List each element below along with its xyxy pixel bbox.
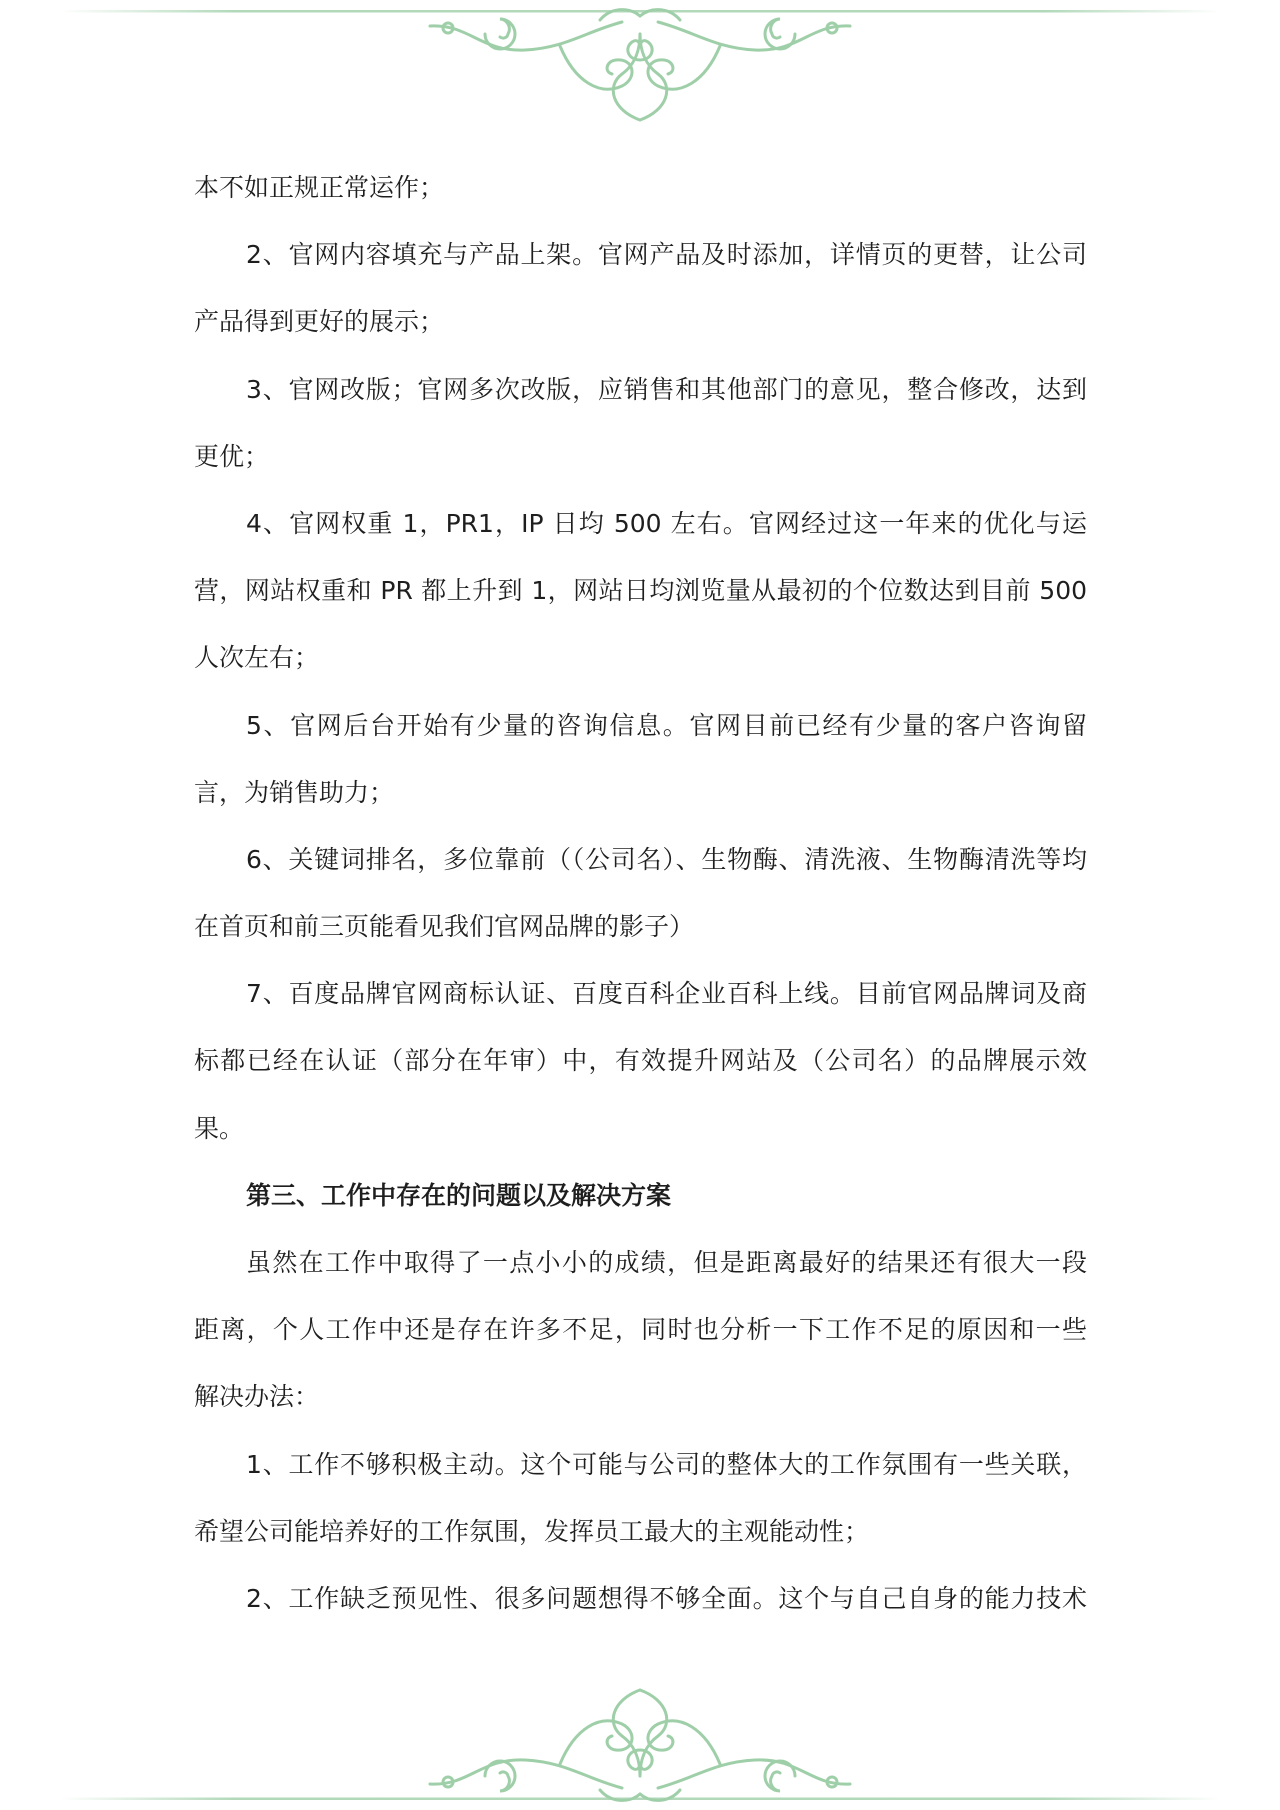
text-line: 2、官网内容填充与产品上架。官网产品及时添加，详情页的更替，让公司	[246, 240, 1087, 270]
text-line: 营，网站权重和 PR 都上升到 1，网站日均浏览量从最初的个位数达到目前 500	[194, 576, 1087, 606]
section-heading: 第三、工作中存在的问题以及解决方案	[246, 1180, 672, 1210]
text-line: 解决办法：	[194, 1382, 320, 1412]
document-body	[194, 154, 1087, 1632]
text-line: 本不如正规正常运作；	[194, 173, 445, 202]
text-line: 7、百度品牌官网商标认证、百度百科企业百科上线。目前官网品牌词及商	[246, 979, 1087, 1009]
text-line: 希望公司能培养好的工作氛围，发挥员工最大的主观能动性；	[194, 1516, 870, 1546]
text-line: 更优；	[194, 441, 270, 471]
ornament-bottom	[0, 1680, 1280, 1810]
text-line: 4、官网权重 1，PR1，IP 日均 500 左右。官网经过这一年来的优化与运	[246, 508, 1087, 538]
text-line: 5、官网后台开始有少量的咨询信息。官网目前已经有少量的客户咨询留	[246, 710, 1087, 740]
text-line: 人次左右；	[194, 643, 320, 673]
text-line: 距离，个人工作中还是存在许多不足，同时也分析一下工作不足的原因和一些	[194, 1315, 1087, 1345]
text-line: 3、官网改版；官网多次改版，应销售和其他部门的意见，整合修改，达到	[246, 374, 1087, 404]
text-line: 1、工作不够积极主动。这个可能与公司的整体大的工作氛围有一些关联，	[246, 1449, 1087, 1479]
text-line: 虽然在工作中取得了一点小小的成绩，但是距离最好的结果还有很大一段	[246, 1248, 1087, 1277]
text-line: 在首页和前三页能看见我们官网品牌的影子）	[194, 912, 695, 942]
text-line: 果。	[194, 1113, 245, 1143]
text-line: 标都已经在认证（部分在年审）中，有效提升网站及（公司名）的品牌展示效	[194, 1046, 1087, 1076]
text-line: 2、工作缺乏预见性、很多问题想得不够全面。这个与自己自身的能力技术	[246, 1583, 1087, 1613]
text-line: 6、关键词排名，多位靠前（（公司名）、生物酶、清洗液、生物酶清洗等均	[246, 844, 1087, 874]
ornament-top	[0, 0, 1280, 130]
text-line: 言，为销售助力；	[194, 777, 395, 807]
text-line: 产品得到更好的展示；	[194, 307, 445, 337]
